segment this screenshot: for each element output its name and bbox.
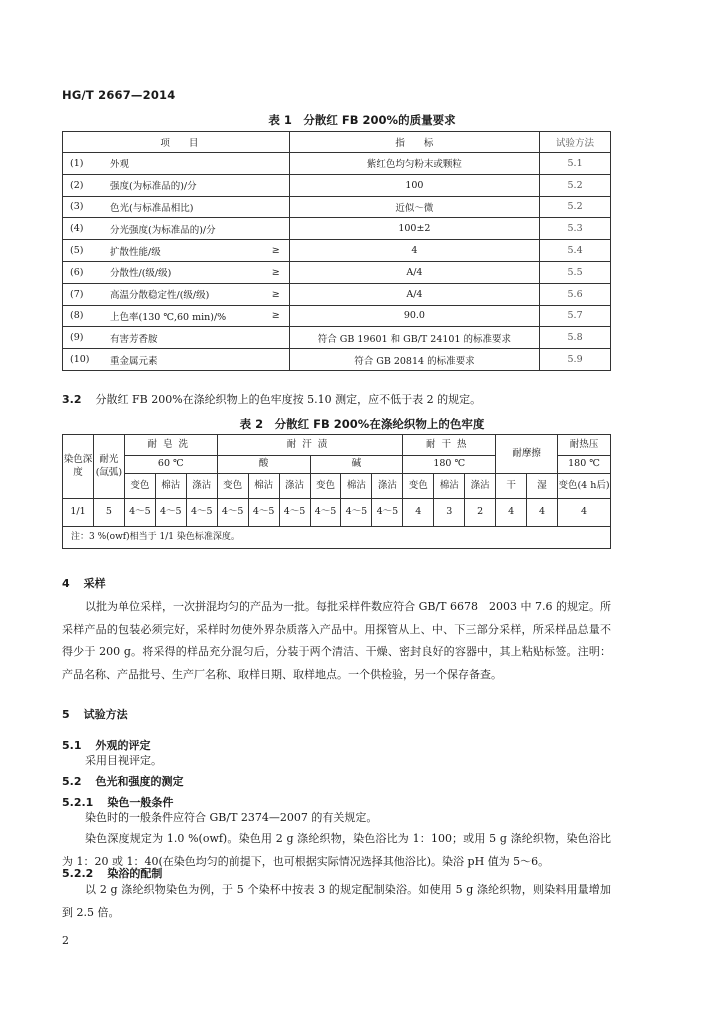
- table1-indicator-cell: 100: [289, 174, 539, 196]
- table2-head-dye-depth: 染色深度: [63, 435, 94, 499]
- table2-data-cell: 3: [434, 499, 465, 527]
- table2-data-cell: 4～5: [217, 499, 248, 527]
- table2-note-row: [63, 527, 611, 549]
- table2-sub-change: 变色: [124, 474, 155, 499]
- table2-data-cell: 4～5: [248, 499, 279, 527]
- section-5-2-2-number: 5.2.2: [62, 867, 94, 880]
- table2-head-alkali: 碱: [310, 456, 403, 474]
- table2-head-acid: 酸: [217, 456, 310, 474]
- table2-sub-poly: 涤沾: [372, 474, 403, 499]
- table2-sub-poly: 涤沾: [186, 474, 217, 499]
- table1-row: [63, 283, 611, 305]
- table2-data-cell: 4～5: [155, 499, 186, 527]
- table1-item-ge: ≥: [271, 266, 280, 278]
- table2-data-cell: 4: [527, 499, 558, 527]
- table2-sub-wet: 湿: [527, 474, 558, 499]
- table1-item-label: 有害芳香胺: [110, 333, 158, 345]
- table1-method-cell: 5.9: [540, 349, 611, 371]
- table1-item-number: (2): [70, 179, 84, 191]
- section-5-2-heading: [62, 773, 184, 789]
- table2-head-press: 耐热压: [558, 435, 611, 456]
- section-5-2-1-title: 染色一般条件: [107, 796, 174, 809]
- table1-item-number: (7): [70, 288, 84, 300]
- table2-header-row-1: [63, 435, 611, 456]
- table1-item-cell: [63, 261, 290, 283]
- table1-method-cell: 5.6: [540, 283, 611, 305]
- table1-caption: 表 1 分散红 FB 200%的质量要求: [268, 113, 456, 127]
- section-5-heading: [62, 706, 128, 722]
- table1-item-label: 外观: [110, 159, 130, 171]
- table1-item-number: (10): [70, 354, 90, 366]
- table1-item-cell: [63, 327, 290, 349]
- table2-head-rub: 耐摩擦: [496, 435, 558, 474]
- table2-sub-cotton: 棉沾: [341, 474, 372, 499]
- table1-method-cell: 5.1: [540, 153, 611, 175]
- table2-head-light: 耐光(氙弧): [93, 435, 124, 499]
- table2-data-cell: 4～5: [372, 499, 403, 527]
- table2-sub-change: 变色: [310, 474, 341, 499]
- table1-method-cell: 5.4: [540, 240, 611, 262]
- table1-item-label: 重金属元素: [110, 355, 158, 367]
- table1-method-cell: 5.3: [540, 218, 611, 240]
- section-5-2-2-title: 染浴的配制: [107, 867, 163, 880]
- table1-item-number: (4): [70, 223, 84, 235]
- table1-item-cell: [63, 153, 290, 175]
- table1-item-ge: ≥: [271, 288, 280, 300]
- table2-data-cell: 4: [403, 499, 434, 527]
- table2-sub-change: 变色: [403, 474, 434, 499]
- section-4-number: 4: [62, 577, 70, 590]
- section-5-1-number: 5.1: [62, 739, 82, 752]
- table2-head-soap: 耐皂洗: [124, 435, 217, 456]
- table1-item-number: (1): [70, 157, 84, 169]
- table1-row: [63, 240, 611, 262]
- table1-indicator-cell: 90.0: [289, 305, 539, 327]
- table1-item-number: (8): [70, 310, 84, 322]
- table1-indicator-cell: A/4: [289, 261, 539, 283]
- table2-head-dry-heat-temp: 180 ℃: [403, 456, 496, 474]
- table2-data-cell: 4～5: [186, 499, 217, 527]
- table2-caption: 表 2 分散红 FB 200%在涤纶织物上的色牢度: [239, 417, 485, 431]
- table2-data-cell: 1/1: [63, 499, 94, 527]
- table1-method-cell: 5.2: [540, 174, 611, 196]
- table1-item-cell: [63, 174, 290, 196]
- table1-indicator-cell: 紫红色均匀粉末或颗粒: [289, 153, 539, 175]
- table1-body: [63, 153, 611, 371]
- section-5-2-title: 色光和强度的测定: [95, 775, 184, 788]
- table1-item-ge: ≥: [271, 310, 280, 322]
- table2-data-cell: 4: [558, 499, 611, 527]
- table1-item-number: (3): [70, 201, 84, 213]
- table1-indicator-cell: 4: [289, 240, 539, 262]
- table2-note: 注：3 %(owf)相当于 1/1 染色标准深度。: [63, 527, 611, 549]
- table2-sub-dry: 干: [496, 474, 527, 499]
- table1-indicator-cell: A/4: [289, 283, 539, 305]
- table1-item-cell: [63, 196, 290, 218]
- table1-indicator-cell: 符合 GB 20814 的标准要求: [289, 349, 539, 371]
- table2-sub-change: 变色: [217, 474, 248, 499]
- section-5-2-1-number: 5.2.1: [62, 796, 94, 809]
- table1-head-item: 项 目: [63, 132, 290, 153]
- table1-item-cell: [63, 283, 290, 305]
- table1-row: [63, 349, 611, 371]
- table2-head-sweat: 耐汗渍: [217, 435, 403, 456]
- table1-row: [63, 174, 611, 196]
- page-number: 2: [62, 934, 69, 947]
- table1-item-label: 色光(与标准品相比): [110, 202, 194, 214]
- table1-row: [63, 153, 611, 175]
- table1-item-number: (6): [70, 266, 84, 278]
- table1-row: [63, 218, 611, 240]
- table1-item-number: (5): [70, 245, 84, 257]
- section-5-2-2-text: 以 2 g 涤纶织物染色为例，于 5 个染杯中按表 3 的规定配制染浴。如使用 5 g 涤纶织物，则染料用量增加到 2.5 倍。: [62, 883, 611, 919]
- section-5-1-text: 采用目视评定。: [85, 754, 162, 767]
- section-5-2-1-text-2: 染色深度规定为 1.0 %(owf)。染色用 2 g 涤纶织物，染色浴比为 1：100；或用 5 g 涤纶织物，染色浴比为 1：20 或 1：40(在染色均匀的前提下，也可根据实际情况选择其他浴比)。染浴 pH 值为 5～6。: [62, 832, 611, 868]
- table1-method-cell: 5.2: [540, 196, 611, 218]
- table2-data-cell: 4: [496, 499, 527, 527]
- table1-head-method: 试验方法: [540, 132, 611, 153]
- table1-method-cell: 5.8: [540, 327, 611, 349]
- table1-item-label: 扩散性能/级: [110, 246, 161, 258]
- table1-item-label: 强度(为标准品的)/分: [110, 181, 197, 193]
- table1-row: [63, 327, 611, 349]
- table2-data-cell: 4～5: [124, 499, 155, 527]
- table2-head-press-temp: 180 ℃: [558, 456, 611, 474]
- table1-indicator-cell: 符合 GB 19601 和 GB/T 24101 的标准要求: [289, 327, 539, 349]
- table2-sub-cotton: 棉沾: [155, 474, 186, 499]
- table2-sub-poly: 涤沾: [465, 474, 496, 499]
- section-5-number: 5: [62, 708, 70, 721]
- table1-item-cell: [63, 240, 290, 262]
- table1-item-cell: [63, 349, 290, 371]
- table2-header-row-3: [63, 474, 611, 499]
- table1-head-indicator: 指 标: [289, 132, 539, 153]
- table2-head-soap-temp: 60 ℃: [124, 456, 217, 474]
- table1-item-cell: [63, 305, 290, 327]
- document-code: HG/T 2667—2014: [62, 88, 176, 102]
- table1-item-cell: [63, 218, 290, 240]
- table1-item-label: 分光强度(为标准品的)/分: [110, 224, 216, 236]
- section-4-heading: [62, 575, 106, 591]
- table2-data-cell: 4～5: [310, 499, 341, 527]
- table2-data-cell: 4～5: [341, 499, 372, 527]
- table1-method-cell: 5.7: [540, 305, 611, 327]
- table1-item-label: 高温分散稳定性/(级/级): [110, 290, 210, 302]
- section-4-title: 采样: [83, 577, 106, 590]
- clause-3-2-number: 3.2: [62, 393, 82, 406]
- quality-requirements-table: [62, 131, 611, 371]
- section-4-paragraph: 以批为单位采样，一次拼混均匀的产品为一批。每批采样件数应符合 GB/T 6678 2003 中 7.6 的规定。所采样产品的包装必须完好，采样时勿使外界杂质落入产品中。用探管从上、中、下三部分采样，所采样品总量不得少于 200 g。将采得的样品充分混匀后，分装于两个清洁、干燥、密封良好的容器中，其上粘贴标签。注明：产品名称、产品批号、生产厂名称、取样日期、取样地点。一个供检验，另一个保存备查。: [62, 600, 611, 681]
- table2-head-dry-heat: 耐干热: [403, 435, 496, 456]
- section-5-2-number: 5.2: [62, 775, 82, 788]
- table2-sub-poly: 涤沾: [279, 474, 310, 499]
- table1-header-row: [63, 132, 611, 153]
- table1-method-cell: 5.5: [540, 261, 611, 283]
- table1-indicator-cell: 100±2: [289, 218, 539, 240]
- table1-row: [63, 196, 611, 218]
- color-fastness-table: [62, 434, 611, 549]
- table2-sub-cotton: 棉沾: [434, 474, 465, 499]
- table2-sub-cotton: 棉沾: [248, 474, 279, 499]
- table1-item-ge: ≥: [271, 245, 280, 257]
- table1-indicator-cell: 近似～微: [289, 196, 539, 218]
- table1-row: [63, 261, 611, 283]
- section-5-1-title: 外观的评定: [95, 739, 151, 752]
- table1-row: [63, 305, 611, 327]
- table2-data-row: [63, 499, 611, 527]
- table2-data-cell: 4～5: [279, 499, 310, 527]
- section-5-2-1-text-1: 染色时的一般条件应符合 GB/T 2374—2007 的有关规定。: [85, 811, 378, 824]
- table1-item-number: (9): [70, 332, 84, 344]
- table1-item-label: 分散性/(级/级): [110, 268, 172, 280]
- clause-3-2-text: 分散红 FB 200%在涤纶织物上的色牢度按 5.10 测定，应不低于表 2 的规定。: [95, 393, 482, 406]
- clause-3-2: [62, 391, 481, 407]
- table2-data-cell: 2: [465, 499, 496, 527]
- table2-data-cell: 5: [93, 499, 124, 527]
- table2-sub-press: 变色(4 h后): [558, 474, 611, 499]
- table1-item-label: 上色率(130 ℃,60 min)/%: [110, 311, 227, 323]
- section-5-title: 试验方法: [83, 708, 128, 721]
